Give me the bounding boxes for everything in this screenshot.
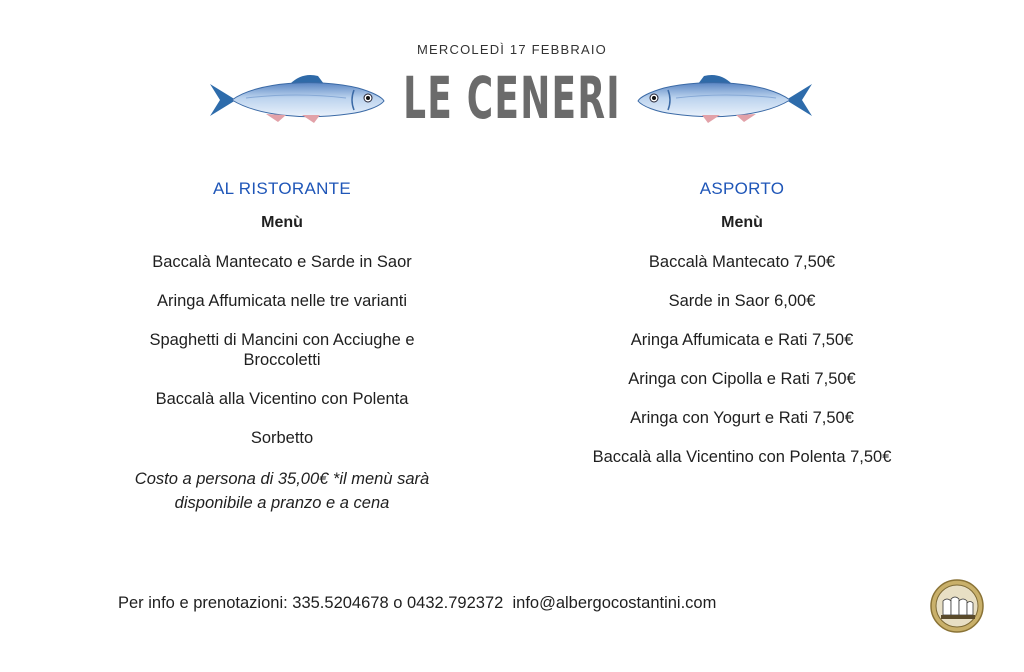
- list-item: Spaghetti di Mancini con Acciughe e Broccoletti: [149, 331, 415, 369]
- asporto-section: [552, 178, 932, 486]
- list-item: Baccalà Mantecato e Sarde in Saor: [152, 253, 412, 271]
- list-item: Baccalà Mantecato 7,50€: [648, 253, 836, 271]
- ristorante-menu-list: [112, 252, 452, 448]
- list-item: Baccalà alla Vicentino con Polenta: [155, 390, 409, 408]
- event-date: MERCOLEDÌ 17 FEBBRAIO: [417, 42, 607, 57]
- ristorante-section: [112, 178, 452, 515]
- list-item: Aringa con Yogurt e Rati 7,50€: [630, 409, 854, 427]
- list-item: Sarde in Saor 6,00€: [668, 292, 816, 310]
- list-item: Baccalà alla Vicentino con Polenta 7,50€: [592, 448, 892, 466]
- ristorante-menu-label: Menù: [261, 214, 303, 231]
- asporto-menu-list: [552, 252, 932, 467]
- hotel-logo: [929, 579, 985, 633]
- list-item: Aringa Affumicata e Rati 7,50€: [630, 331, 854, 349]
- asporto-menu-label: Menù: [721, 214, 763, 231]
- page-title: LE CENERI: [403, 64, 621, 132]
- fish-icon: [636, 70, 816, 130]
- list-item: Sorbetto: [250, 429, 314, 447]
- contact-info: Per info e prenotazioni: 335.5204678 o 0432.792372 info@albergocostantini.com: [118, 594, 717, 612]
- asporto-heading: ASPORTO: [699, 179, 785, 198]
- ristorante-heading: AL RISTORANTE: [212, 179, 352, 198]
- price-note: Costo a persona di 35,00€ *il menù sarà disponibile a pranzo e a cena: [134, 470, 430, 512]
- list-item: Aringa Affumicata nelle tre varianti: [156, 292, 408, 310]
- list-item: Aringa con Cipolla e Rati 7,50€: [628, 370, 856, 388]
